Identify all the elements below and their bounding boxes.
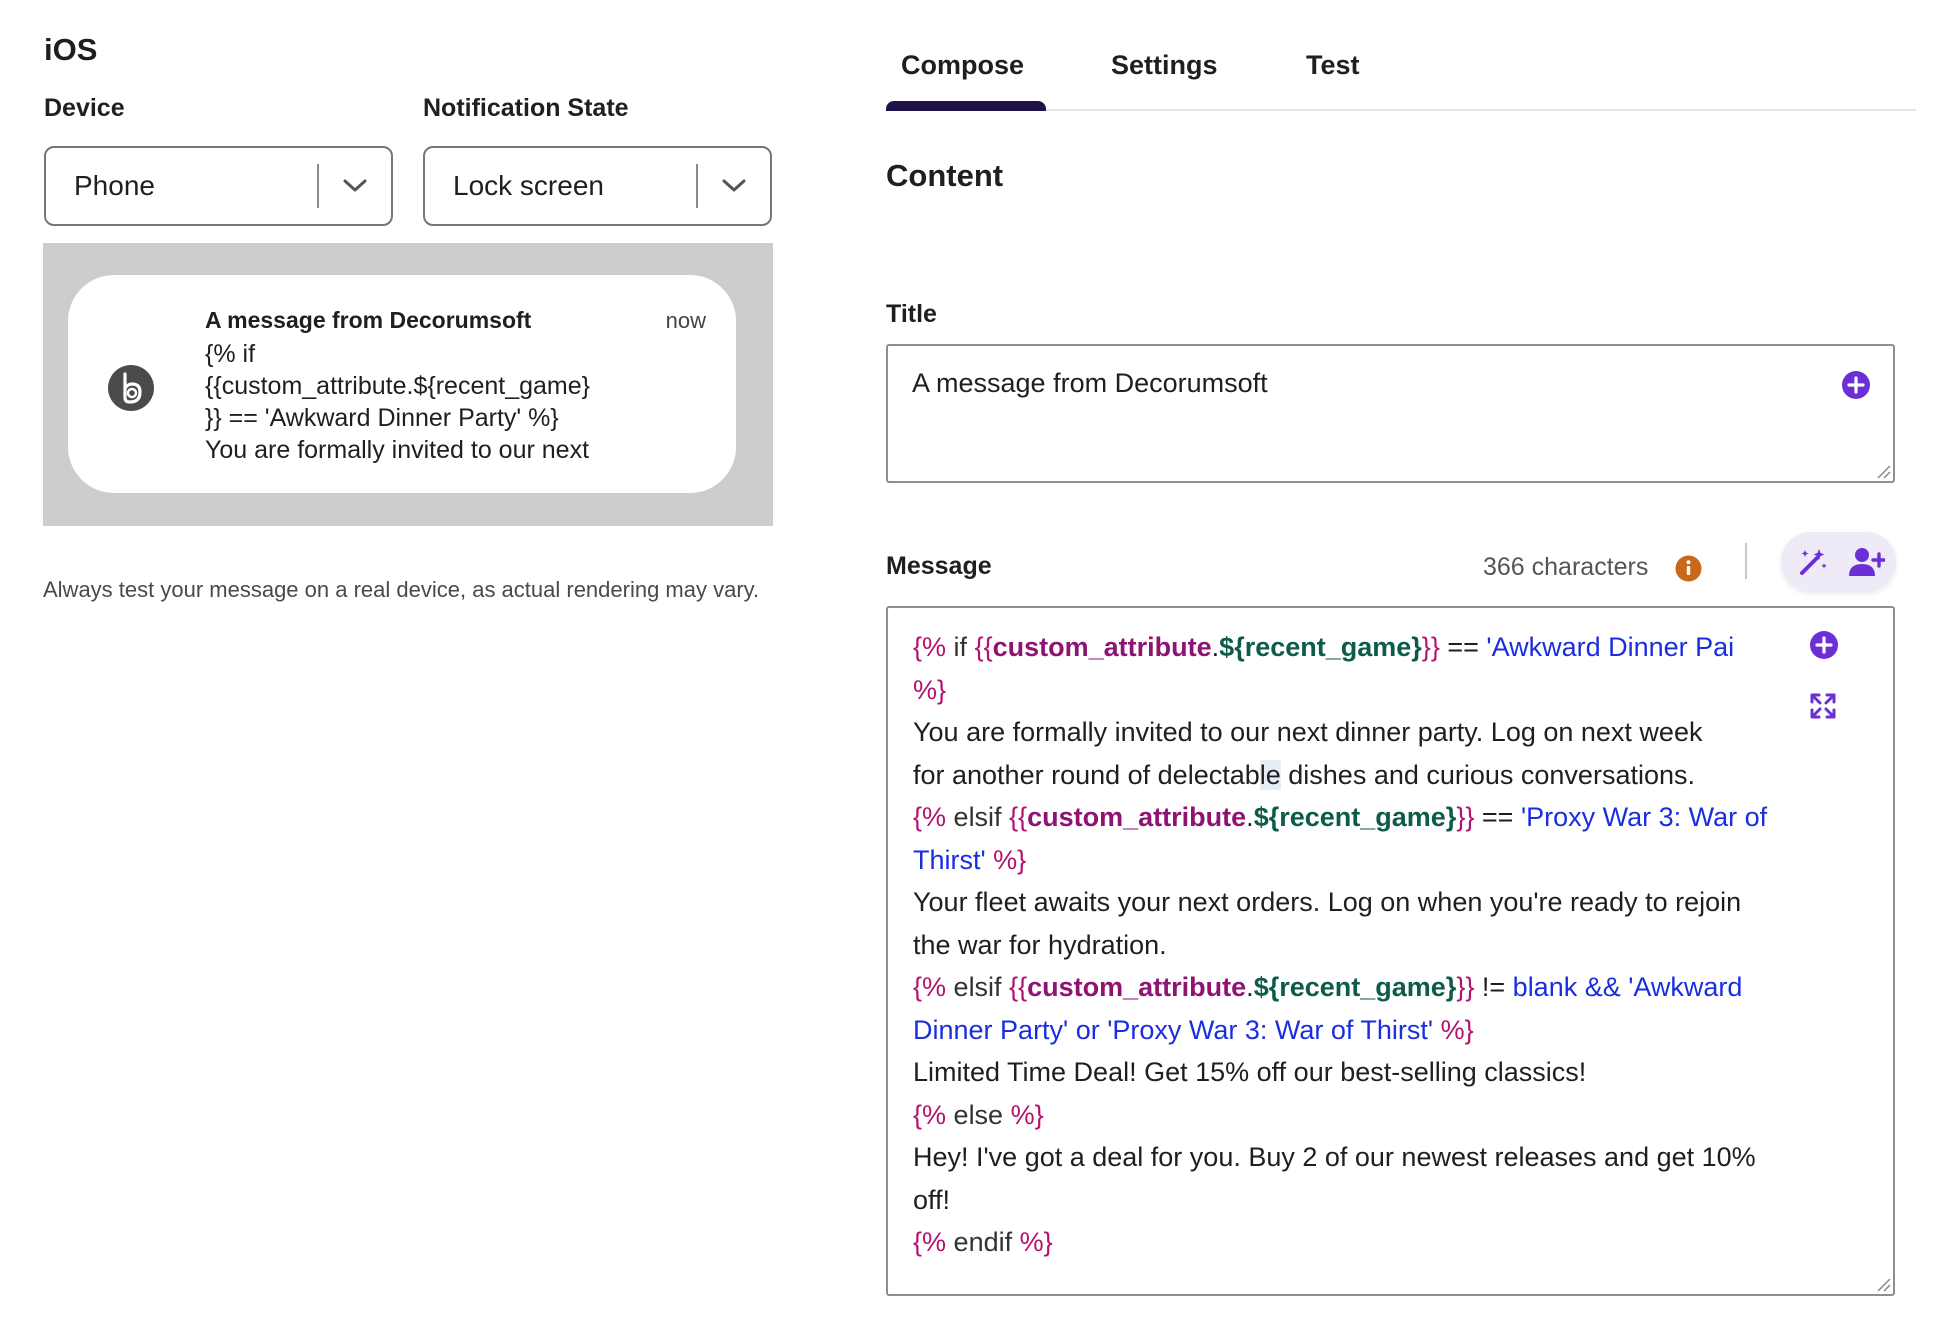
magic-wand-icon[interactable]: [1797, 546, 1829, 578]
tab-bar: [886, 50, 1916, 111]
code-line: You are formally invited to our next dinner party. Log on next week: [913, 717, 1703, 747]
code-line: Thirst' %}: [913, 844, 1027, 875]
code-line: {% endif %}: [913, 1227, 1053, 1257]
code-line: %}: [913, 674, 947, 705]
chevron-down-icon[interactable]: [319, 178, 391, 194]
info-icon[interactable]: [1675, 555, 1702, 582]
code-line: Your fleet awaits your next orders. Log on when you're ready to rejoin: [913, 887, 1742, 917]
notification-body-line: You are formally invited to our next: [205, 436, 590, 464]
code-line: {% elsif {{custom_attribute.${recent_game}}} != blank && 'Awkward: [913, 972, 1743, 1002]
notification-time: now: [665, 308, 706, 333]
resize-handle-icon[interactable]: [1875, 463, 1891, 479]
notification-title: A message from Decorumsoft: [205, 307, 532, 333]
code-line: {% else %}: [913, 1099, 1044, 1130]
notification-card: [68, 275, 736, 493]
code-line: Hey! I've got a deal for you. Buy 2 of our newest releases and get 10%: [913, 1142, 1756, 1172]
tab-compose[interactable]: Compose: [901, 50, 1025, 80]
notification-state-select-value: Lock screen: [453, 170, 604, 201]
notification-state-select[interactable]: [423, 146, 772, 226]
device-select-value: Phone: [74, 170, 155, 201]
plus-circle-icon[interactable]: [1841, 370, 1871, 400]
chevron-down-icon[interactable]: [698, 178, 770, 194]
code-line: {% elsif {{custom_attribute.${recent_game}}} == 'Proxy War 3: War of: [913, 802, 1768, 832]
message-code[interactable]: [913, 626, 1843, 1264]
message-tools: [1781, 532, 1896, 592]
title-label: Title: [886, 300, 937, 328]
content-heading: Content: [886, 158, 1004, 193]
rendering-disclaimer: Always test your message on a real device, as actual rendering may vary.: [43, 577, 760, 602]
person-add-icon[interactable]: [1849, 547, 1885, 577]
platform-title: iOS: [44, 32, 98, 67]
resize-handle-icon[interactable]: [1875, 1276, 1891, 1292]
message-label: Message: [886, 552, 992, 580]
notification-body-line: }} == 'Awkward Dinner Party' %}: [205, 404, 559, 432]
toolbar-divider: [1745, 543, 1747, 579]
expand-icon[interactable]: [1809, 692, 1837, 720]
plus-circle-icon[interactable]: [1809, 630, 1839, 660]
code-line: off!: [913, 1184, 951, 1215]
tab-settings[interactable]: Settings: [1111, 50, 1218, 80]
code-line: Limited Time Deal! Get 15% off our best-selling classics!: [913, 1057, 1587, 1087]
code-line: the war for hydration.: [913, 929, 1167, 960]
tab-test[interactable]: Test: [1306, 50, 1360, 80]
code-line: {% if {{custom_attribute.${recent_game}}} == 'Awkward Dinner Pai: [913, 632, 1735, 662]
notification-state-label: Notification State: [423, 94, 629, 122]
code-line: for another round of delectable dishes and curious conversations.: [913, 759, 1695, 790]
title-input-value: A message from Decorumsoft: [912, 368, 1268, 398]
notification-preview-area: [43, 243, 773, 526]
notification-body-line: {{custom_attribute.${recent_game}: [205, 372, 590, 400]
notification-body-line: {% if: [205, 340, 256, 368]
code-line: Dinner Party' or 'Proxy War 3: War of Thirst' %}: [913, 1014, 1474, 1045]
title-input[interactable]: [886, 344, 1895, 483]
device-select[interactable]: [44, 146, 393, 226]
active-tab-indicator: [886, 101, 1046, 111]
device-label: Device: [44, 94, 125, 122]
notification-body: [205, 338, 675, 466]
brand-logo-icon: [108, 365, 154, 411]
message-editor[interactable]: [886, 606, 1895, 1296]
character-count: 366 characters: [1483, 553, 1649, 581]
